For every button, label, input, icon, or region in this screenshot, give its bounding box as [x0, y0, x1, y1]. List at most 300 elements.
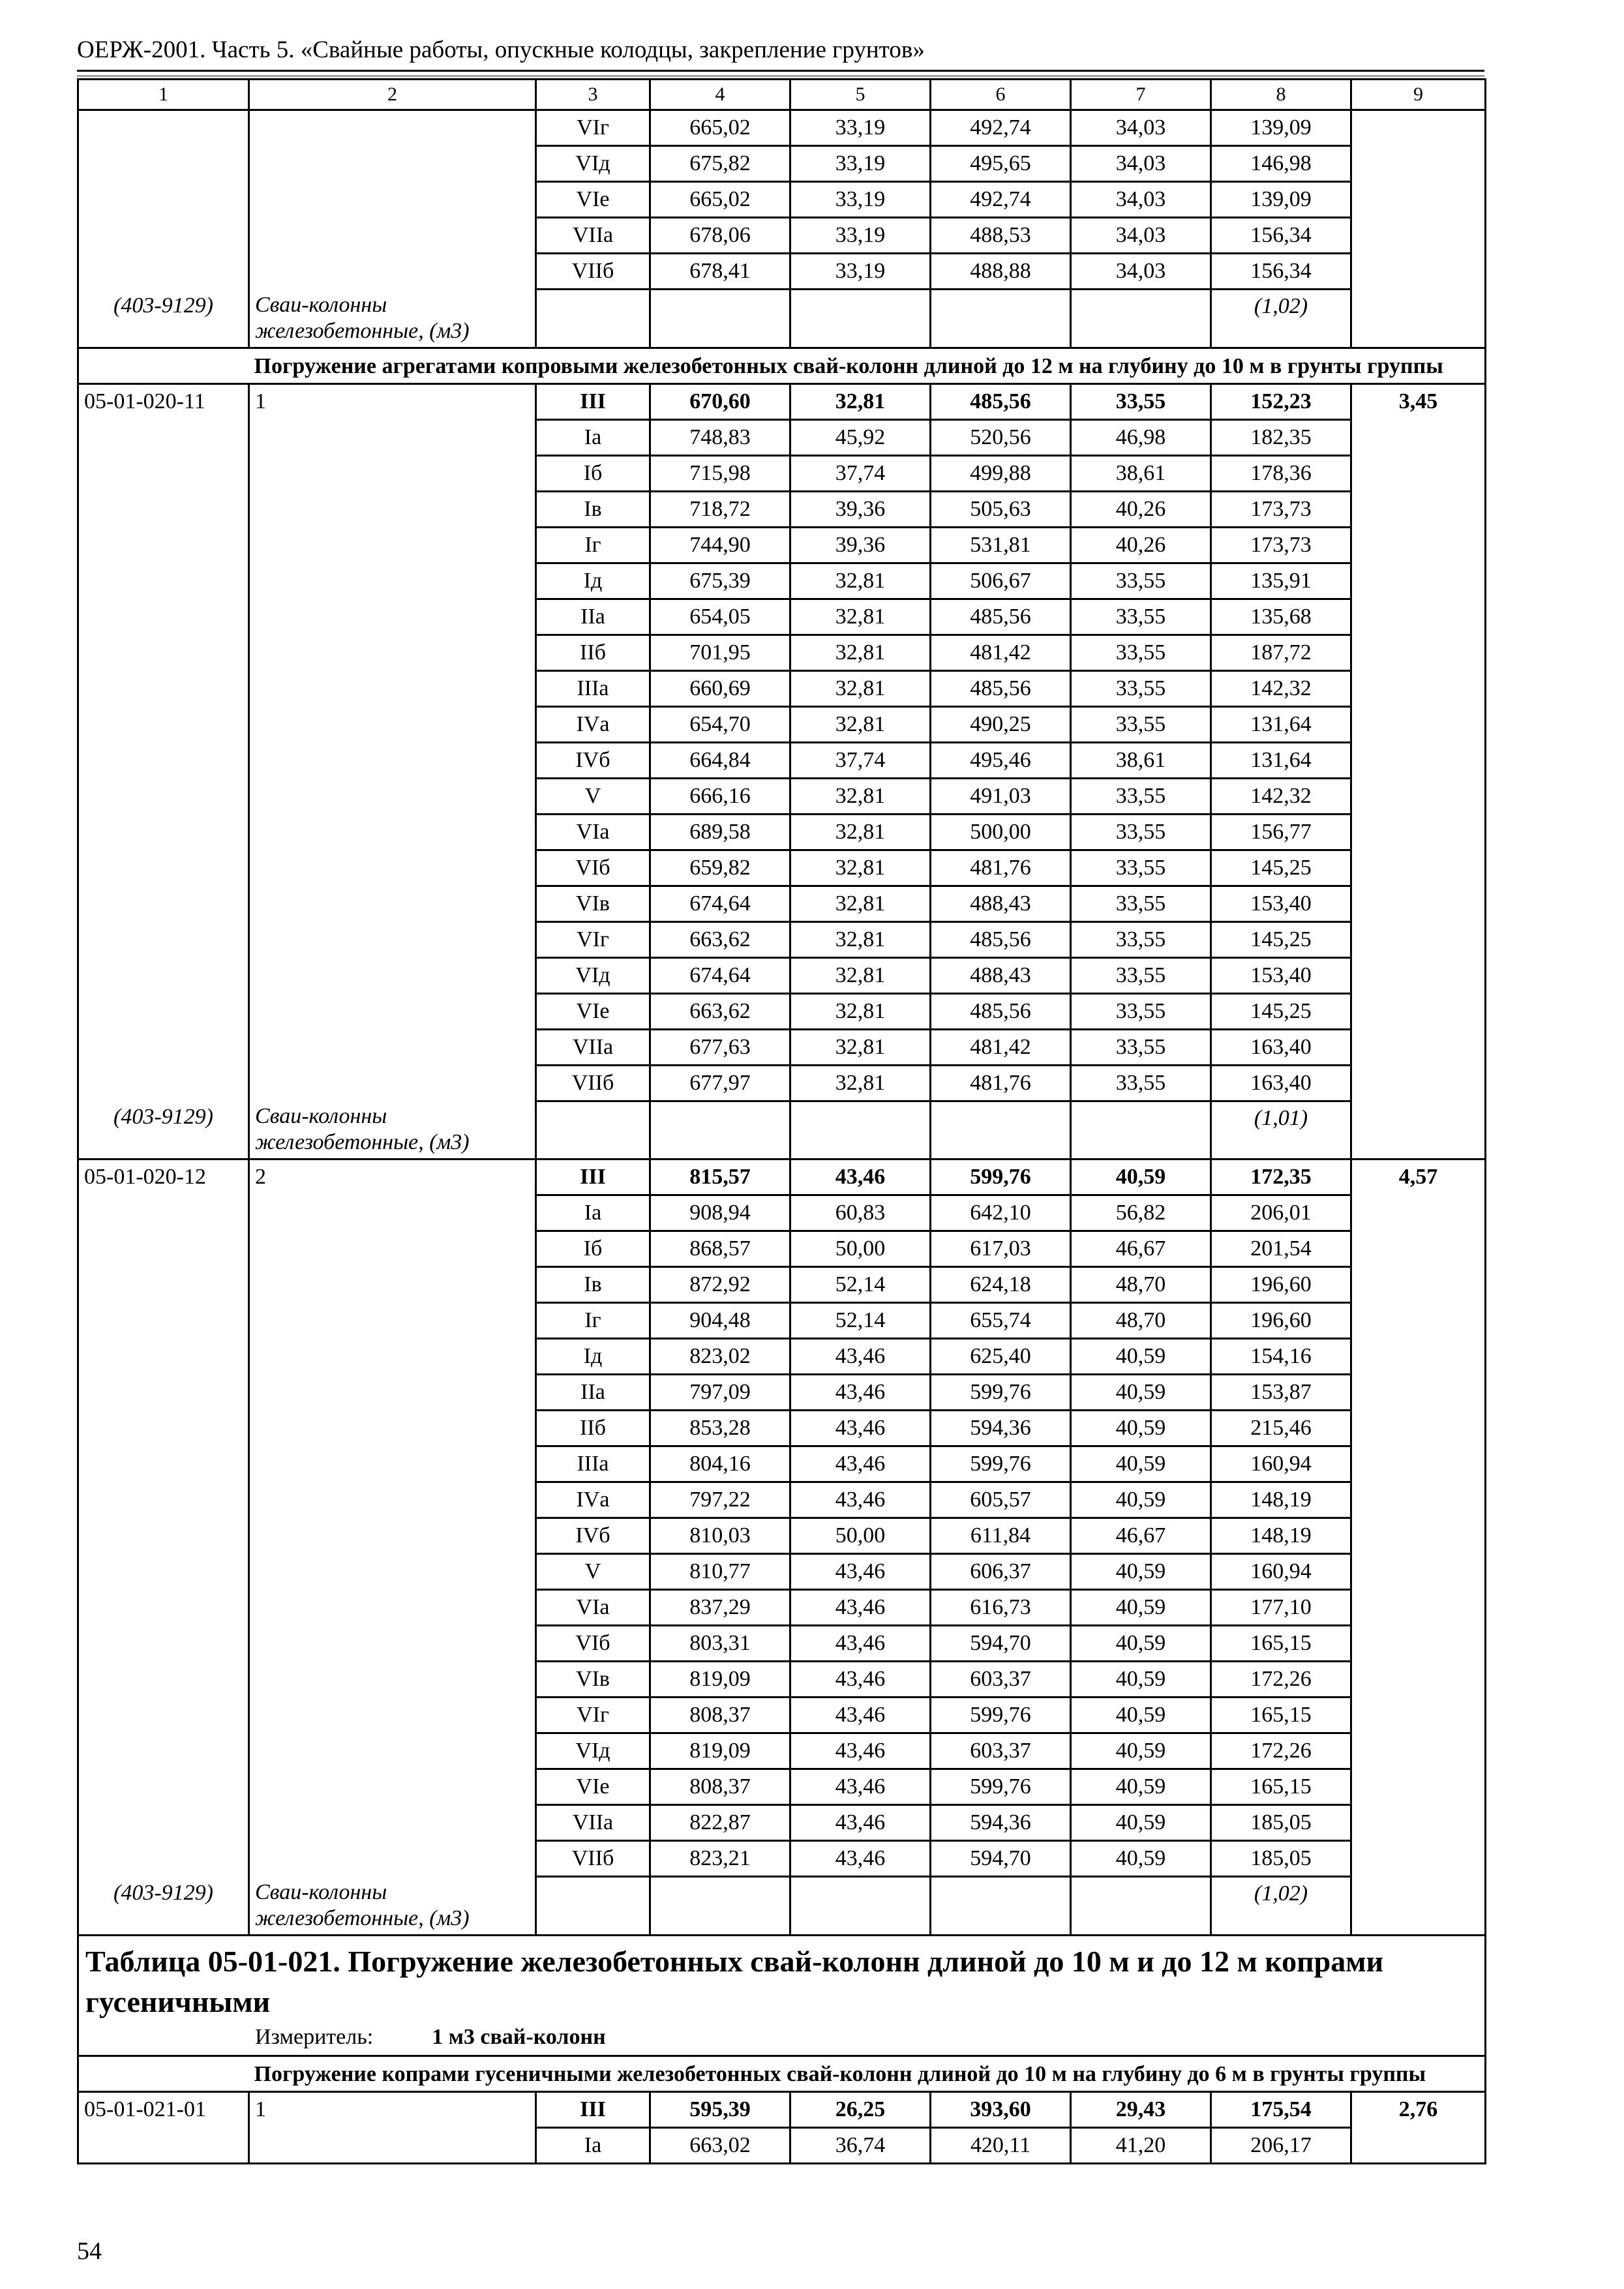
name-cell	[249, 1411, 536, 1446]
empty-cell	[536, 1877, 650, 1936]
rate-row	[78, 599, 1486, 635]
empty-cell	[1351, 1626, 1486, 1662]
rate-value: 823,21	[650, 1841, 790, 1877]
empty-cell	[1351, 491, 1486, 527]
name-cell	[249, 1029, 536, 1065]
column-number: 2	[249, 80, 536, 110]
rate-value: 654,05	[650, 599, 790, 635]
rate-value: 33,55	[1071, 383, 1211, 419]
name-cell	[249, 1231, 536, 1267]
soil-group: III	[536, 1159, 650, 1195]
soil-group: VIв	[536, 886, 650, 921]
rate-value: 43,46	[790, 1446, 931, 1482]
section-description-row	[78, 2056, 1486, 2091]
rate-row	[78, 1805, 1486, 1841]
rate-value: 32,81	[790, 993, 931, 1029]
code-cell	[78, 491, 249, 527]
rate-value: 32,81	[790, 706, 931, 742]
soil-group: VIа	[536, 1590, 650, 1626]
code-cell	[78, 921, 249, 957]
rate-value: 154,16	[1211, 1339, 1351, 1375]
soil-group: Iв	[536, 491, 650, 527]
rate-value: 43,46	[790, 1698, 931, 1733]
rate-row	[78, 1662, 1486, 1698]
rate-value: 701,95	[650, 635, 790, 670]
code-cell	[78, 1065, 249, 1101]
rate-value: 40,59	[1071, 1159, 1211, 1195]
rate-value: 488,43	[931, 957, 1071, 993]
soil-group: VIIб	[536, 1841, 650, 1877]
soil-group: VIе	[536, 182, 650, 218]
rate-value: 520,56	[931, 419, 1071, 455]
rate-value: 43,46	[790, 1375, 931, 1411]
rate-value: 499,88	[931, 455, 1071, 491]
rate-row	[78, 1195, 1486, 1231]
empty-cell	[1351, 1769, 1486, 1805]
rate-value: 43,46	[790, 1662, 931, 1698]
rate-value: 177,10	[1211, 1590, 1351, 1626]
rate-value: 48,70	[1071, 1267, 1211, 1303]
rate-value: 43,46	[790, 1159, 931, 1195]
code-cell	[78, 1029, 249, 1065]
rate-value: 32,81	[790, 599, 931, 635]
rate-row	[78, 218, 1486, 254]
rate-value: 156,77	[1211, 814, 1351, 850]
soil-group: Iб	[536, 455, 650, 491]
rate-value: 148,19	[1211, 1482, 1351, 1518]
rate-value: 172,26	[1211, 1733, 1351, 1769]
rate-number: 1	[249, 383, 536, 419]
empty-cell	[1351, 455, 1486, 491]
rate-value: 616,73	[931, 1590, 1071, 1626]
code-cell	[78, 182, 249, 218]
rate-value: 152,23	[1211, 383, 1351, 419]
rate-value: 32,81	[790, 670, 931, 706]
soil-group: III	[536, 383, 650, 419]
rate-value: 659,82	[650, 850, 790, 886]
rate-value: 674,64	[650, 957, 790, 993]
code-cell	[78, 1769, 249, 1805]
rate-row	[78, 1065, 1486, 1101]
rate-value: 797,09	[650, 1375, 790, 1411]
rate-value: 599,76	[931, 1446, 1071, 1482]
rate-value: 810,77	[650, 1554, 790, 1590]
rate-row	[78, 850, 1486, 886]
empty-cell	[1351, 1065, 1486, 1101]
column-number: 3	[536, 80, 650, 110]
rate-value: 40,59	[1071, 1554, 1211, 1590]
rate-value: 40,59	[1071, 1698, 1211, 1733]
rate-value: 32,81	[790, 383, 931, 419]
rate-value: 675,39	[650, 563, 790, 599]
rate-value: 617,03	[931, 1231, 1071, 1267]
name-cell	[249, 1769, 536, 1805]
empty-cell	[1351, 1101, 1486, 1159]
rate-value: 187,72	[1211, 635, 1351, 670]
rate-value: 748,83	[650, 419, 790, 455]
empty-cell	[1351, 1590, 1486, 1626]
empty-cell	[650, 1877, 790, 1936]
code-cell	[78, 527, 249, 563]
empty-cell	[1351, 290, 1486, 348]
section-description-row	[78, 348, 1486, 383]
labor-cost: 3,45	[1351, 383, 1486, 419]
rate-value: 33,19	[790, 218, 931, 254]
empty-cell	[1351, 1231, 1486, 1267]
rate-value: 663,62	[650, 921, 790, 957]
empty-cell	[790, 1877, 931, 1936]
rate-value: 32,81	[790, 814, 931, 850]
rate-value: 43,46	[790, 1626, 931, 1662]
rate-value: 172,35	[1211, 1159, 1351, 1195]
empty-cell	[1071, 1877, 1211, 1936]
column-number-row	[78, 80, 1486, 110]
rate-row	[78, 957, 1486, 993]
soil-group: Iб	[536, 1231, 650, 1267]
code-cell	[78, 1267, 249, 1303]
rate-value: 481,42	[931, 1029, 1071, 1065]
soil-group: VIг	[536, 110, 650, 146]
rate-value: 206,01	[1211, 1195, 1351, 1231]
rate-code: 05-01-021-01	[78, 2091, 249, 2127]
rate-value: 481,76	[931, 1065, 1071, 1101]
empty-cell	[1351, 814, 1486, 850]
resource-coefficient: (1,02)	[1211, 290, 1351, 348]
rate-main-row	[78, 2091, 1486, 2127]
resource-coefficient: (1,01)	[1211, 1101, 1351, 1159]
rate-value: 500,00	[931, 814, 1071, 850]
rate-value: 26,25	[790, 2091, 931, 2127]
name-cell	[249, 1065, 536, 1101]
rate-value: 153,40	[1211, 957, 1351, 993]
rate-row	[78, 419, 1486, 455]
rate-code: 05-01-020-11	[78, 383, 249, 419]
empty-cell	[931, 1877, 1071, 1936]
empty-cell	[1351, 706, 1486, 742]
soil-group: Iа	[536, 1195, 650, 1231]
header-rule	[77, 70, 1484, 72]
section-description: Погружение копрами гусеничными железобетонных свай-колонн длиной до 10 м на глубину до 6 м в грунты группы	[249, 2056, 1486, 2091]
name-cell	[249, 599, 536, 635]
rate-value: 33,19	[790, 110, 931, 146]
name-cell	[249, 1375, 536, 1411]
rate-value: 744,90	[650, 527, 790, 563]
rate-row	[78, 1590, 1486, 1626]
rate-value: 33,55	[1071, 886, 1211, 921]
rate-value: 40,59	[1071, 1769, 1211, 1805]
empty-cell	[1351, 1877, 1486, 1936]
empty-cell	[1351, 886, 1486, 921]
table-title: Таблица 05-01-021. Погружение железобетонных свай-колонн длиной до 10 м и до 12 м копрами гусеничными	[78, 1935, 1486, 2022]
soil-group: IIб	[536, 1411, 650, 1446]
rate-value: 145,25	[1211, 993, 1351, 1029]
rate-value: 173,73	[1211, 491, 1351, 527]
rate-row	[78, 1626, 1486, 1662]
name-cell	[249, 182, 536, 218]
rate-value: 40,59	[1071, 1482, 1211, 1518]
rate-value: 492,74	[931, 110, 1071, 146]
code-cell	[78, 1482, 249, 1518]
rate-value: 718,72	[650, 491, 790, 527]
rate-value: 393,60	[931, 2091, 1071, 2127]
rate-value: 663,02	[650, 2127, 790, 2163]
rate-row	[78, 670, 1486, 706]
rate-value: 135,91	[1211, 563, 1351, 599]
meter-row	[78, 2022, 1486, 2056]
rate-value: 485,56	[931, 993, 1071, 1029]
empty-cell	[1351, 218, 1486, 254]
rate-value: 38,61	[1071, 742, 1211, 778]
rate-row	[78, 1029, 1486, 1065]
rate-value: 665,02	[650, 110, 790, 146]
rate-value: 32,81	[790, 778, 931, 814]
rate-value: 45,92	[790, 419, 931, 455]
rate-value: 37,74	[790, 742, 931, 778]
rate-value: 46,67	[1071, 1231, 1211, 1267]
empty-cell	[1351, 1195, 1486, 1231]
name-cell	[249, 254, 536, 290]
rate-value: 594,36	[931, 1805, 1071, 1841]
meter-label: Измеритель:	[255, 2024, 374, 2049]
rate-value: 43,46	[790, 1411, 931, 1446]
name-cell	[249, 1733, 536, 1769]
rate-value: 32,81	[790, 921, 931, 957]
rate-value: 808,37	[650, 1698, 790, 1733]
resource-row	[78, 290, 1486, 348]
rate-value: 485,56	[931, 670, 1071, 706]
code-cell	[78, 1411, 249, 1446]
rate-value: 599,76	[931, 1769, 1071, 1805]
empty-cell	[1351, 1698, 1486, 1733]
rate-value: 33,55	[1071, 563, 1211, 599]
rate-value: 135,68	[1211, 599, 1351, 635]
code-cell	[78, 670, 249, 706]
rate-value: 37,74	[790, 455, 931, 491]
empty-cell	[1351, 635, 1486, 670]
soil-group: Iа	[536, 419, 650, 455]
rates-table	[77, 78, 1486, 2164]
empty-cell	[1351, 742, 1486, 778]
rate-value: 146,98	[1211, 146, 1351, 182]
soil-group: VIб	[536, 1626, 650, 1662]
soil-group: VIд	[536, 146, 650, 182]
soil-group: Iд	[536, 563, 650, 599]
empty-cell	[1351, 778, 1486, 814]
code-cell	[78, 1554, 249, 1590]
rate-value: 492,74	[931, 182, 1071, 218]
soil-group: V	[536, 778, 650, 814]
rate-value: 822,87	[650, 1805, 790, 1841]
soil-group: IVб	[536, 742, 650, 778]
name-cell	[249, 1446, 536, 1482]
rate-value: 173,73	[1211, 527, 1351, 563]
rate-value: 40,59	[1071, 1446, 1211, 1482]
rate-row	[78, 110, 1486, 146]
empty-cell	[1351, 527, 1486, 563]
soil-group: IIа	[536, 599, 650, 635]
name-cell	[249, 706, 536, 742]
empty-cell	[790, 1101, 931, 1159]
soil-group: V	[536, 1554, 650, 1590]
soil-group: VIе	[536, 1769, 650, 1805]
empty-cell	[1351, 1518, 1486, 1554]
rate-value: 815,57	[650, 1159, 790, 1195]
empty-cell	[650, 290, 790, 348]
soil-group: Iг	[536, 1303, 650, 1339]
name-cell	[249, 670, 536, 706]
rate-value: 33,55	[1071, 778, 1211, 814]
name-cell	[249, 1841, 536, 1877]
rate-row	[78, 1303, 1486, 1339]
rate-value: 52,14	[790, 1267, 931, 1303]
rate-value: 178,36	[1211, 455, 1351, 491]
meter	[78, 2022, 1486, 2056]
code-cell	[78, 1626, 249, 1662]
code-cell	[78, 455, 249, 491]
rate-value: 34,03	[1071, 254, 1211, 290]
name-cell	[249, 742, 536, 778]
rate-value: 33,55	[1071, 706, 1211, 742]
rate-value: 808,37	[650, 1769, 790, 1805]
empty-cell	[1071, 290, 1211, 348]
soil-group: IIIа	[536, 670, 650, 706]
column-number: 1	[78, 80, 249, 110]
soil-group: IVа	[536, 1482, 650, 1518]
meter-value: 1 м3 свай-колонн	[432, 2024, 606, 2049]
soil-group: VIе	[536, 993, 650, 1029]
resource-name: Сваи-колонны железобетонные, (м3)	[249, 1101, 536, 1159]
rate-value: 41,20	[1071, 2127, 1211, 2163]
rate-value: 531,81	[931, 527, 1071, 563]
rate-value: 605,57	[931, 1482, 1071, 1518]
empty-cell	[1351, 921, 1486, 957]
rate-row	[78, 1446, 1486, 1482]
rate-value: 43,46	[790, 1482, 931, 1518]
name-cell	[249, 1662, 536, 1698]
name-cell	[249, 850, 536, 886]
rate-value: 153,87	[1211, 1375, 1351, 1411]
rate-value: 215,46	[1211, 1411, 1351, 1446]
rate-main-row	[78, 383, 1486, 419]
rate-value: 660,69	[650, 670, 790, 706]
soil-group: Iв	[536, 1267, 650, 1303]
rate-value: 33,55	[1071, 599, 1211, 635]
rate-value: 142,32	[1211, 778, 1351, 814]
rate-value: 40,59	[1071, 1590, 1211, 1626]
rate-value: 603,37	[931, 1662, 1071, 1698]
empty-cell	[536, 290, 650, 348]
name-cell	[249, 1518, 536, 1554]
resource-row	[78, 1101, 1486, 1159]
rate-value: 165,15	[1211, 1698, 1351, 1733]
code-cell	[78, 635, 249, 670]
name-cell	[249, 1195, 536, 1231]
rate-value: 804,16	[650, 1446, 790, 1482]
rate-row	[78, 146, 1486, 182]
name-cell	[249, 2127, 536, 2163]
rate-value: 60,83	[790, 1195, 931, 1231]
name-cell	[249, 110, 536, 146]
column-number: 6	[931, 80, 1071, 110]
rate-value: 624,18	[931, 1267, 1071, 1303]
name-cell	[249, 957, 536, 993]
empty-cell	[1351, 993, 1486, 1029]
empty-cell	[1351, 599, 1486, 635]
name-cell	[249, 563, 536, 599]
rate-value: 46,98	[1071, 419, 1211, 455]
code-cell	[78, 1375, 249, 1411]
rate-value: 139,09	[1211, 182, 1351, 218]
rate-value: 678,41	[650, 254, 790, 290]
rate-value: 40,59	[1071, 1375, 1211, 1411]
rate-row	[78, 1339, 1486, 1375]
rate-row	[78, 254, 1486, 290]
empty-cell	[931, 1101, 1071, 1159]
soil-group: VIб	[536, 850, 650, 886]
code-cell	[78, 886, 249, 921]
rate-value: 823,02	[650, 1339, 790, 1375]
soil-group: VIIа	[536, 1805, 650, 1841]
rate-value: 33,55	[1071, 814, 1211, 850]
rate-value: 145,25	[1211, 921, 1351, 957]
resource-code: (403-9129)	[78, 290, 249, 348]
rate-value: 505,63	[931, 491, 1071, 527]
empty-cell	[78, 2056, 249, 2091]
rate-row	[78, 814, 1486, 850]
rate-value: 853,28	[650, 1411, 790, 1446]
rate-value: 715,98	[650, 455, 790, 491]
page-number: 54	[77, 2237, 102, 2265]
rate-value: 46,67	[1071, 1518, 1211, 1554]
code-cell	[78, 1303, 249, 1339]
rate-number: 2	[249, 1159, 536, 1195]
rate-value: 165,15	[1211, 1769, 1351, 1805]
rate-value: 142,32	[1211, 670, 1351, 706]
soil-group: VIг	[536, 921, 650, 957]
table-title-row	[78, 1935, 1486, 2022]
rate-value: 34,03	[1071, 110, 1211, 146]
name-cell	[249, 814, 536, 850]
rate-value: 495,65	[931, 146, 1071, 182]
rate-value: 48,70	[1071, 1303, 1211, 1339]
rate-value: 32,81	[790, 886, 931, 921]
rate-number: 1	[249, 2091, 536, 2127]
rate-value: 43,46	[790, 1769, 931, 1805]
soil-group: Iа	[536, 2127, 650, 2163]
empty-cell	[1351, 1339, 1486, 1375]
rate-row	[78, 2127, 1486, 2163]
soil-group: VIа	[536, 814, 650, 850]
rate-value: 603,37	[931, 1733, 1071, 1769]
rate-value: 33,55	[1071, 1065, 1211, 1101]
rate-value: 206,17	[1211, 2127, 1351, 2163]
name-cell	[249, 1267, 536, 1303]
rate-value: 32,81	[790, 850, 931, 886]
name-cell	[249, 146, 536, 182]
rate-value: 50,00	[790, 1518, 931, 1554]
resource-code: (403-9129)	[78, 1877, 249, 1936]
rate-value: 148,19	[1211, 1518, 1351, 1554]
soil-group: VIIб	[536, 1065, 650, 1101]
rate-value: 40,26	[1071, 491, 1211, 527]
soil-group: VIIа	[536, 1029, 650, 1065]
rate-value: 33,55	[1071, 993, 1211, 1029]
code-cell	[78, 957, 249, 993]
rate-row	[78, 1267, 1486, 1303]
code-cell	[78, 419, 249, 455]
empty-cell	[790, 290, 931, 348]
rate-row	[78, 563, 1486, 599]
